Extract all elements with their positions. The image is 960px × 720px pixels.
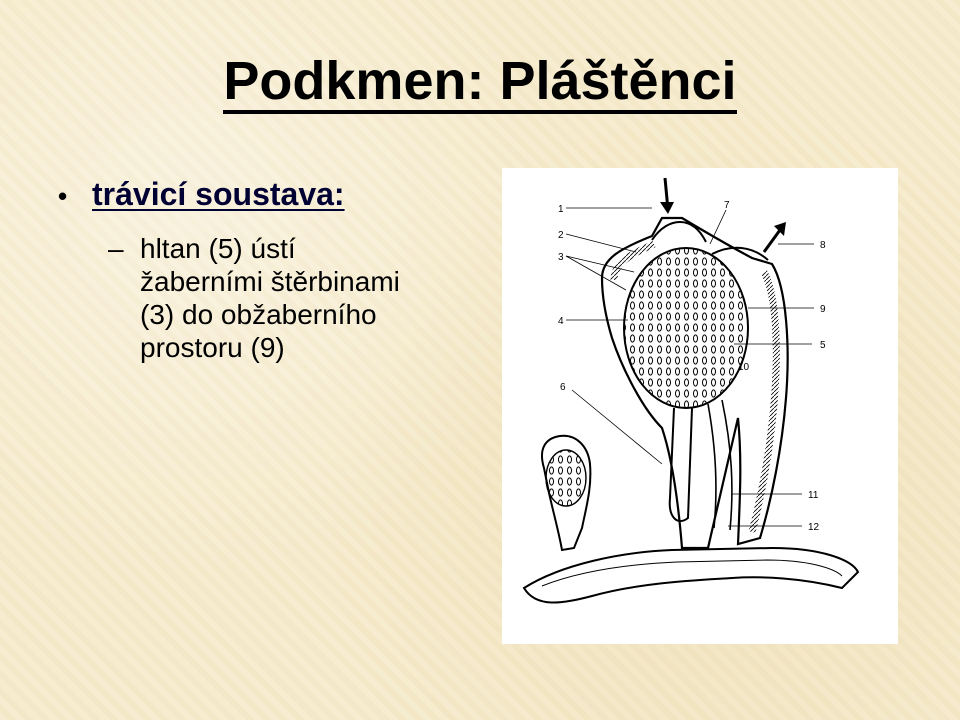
atrial-siphon xyxy=(712,248,768,260)
label-11: 11 xyxy=(808,490,819,501)
sub-line-1: hltan (5) ústí xyxy=(140,233,296,264)
pharynx-basket xyxy=(624,248,748,408)
oral-siphon xyxy=(652,222,706,242)
sub-bullet xyxy=(108,232,488,364)
small-zooid-pharynx xyxy=(546,450,586,506)
tunicate-anatomy-figure xyxy=(502,168,898,644)
label-12: 12 xyxy=(808,522,820,533)
sub-line-4: prostoru (9) xyxy=(140,332,285,364)
esophagus-stalk xyxy=(670,408,692,521)
label-9: 9 xyxy=(820,304,826,315)
sub-line-3: (3) do obžaberního xyxy=(140,299,377,331)
label-7: 7 xyxy=(724,200,730,211)
label-3: 3 xyxy=(558,252,564,263)
label-8: 8 xyxy=(820,240,826,251)
intestine xyxy=(708,400,732,530)
sub-line-2: žaberními štěrbinami xyxy=(140,266,400,298)
outflow-arrow-icon xyxy=(764,230,780,252)
tunicate-diagram xyxy=(502,168,898,644)
label-6: 6 xyxy=(560,382,566,393)
label-1: 1 xyxy=(558,204,564,215)
label-5: 5 xyxy=(820,340,826,351)
label-4: 4 xyxy=(558,316,564,327)
label-10: 10 xyxy=(738,362,750,373)
bullet-dot-icon: • xyxy=(58,181,68,211)
slide-title: Podkmen: Pláštěnci xyxy=(0,50,960,114)
dash-icon: – xyxy=(108,233,124,264)
label-2: 2 xyxy=(558,230,564,241)
stolon-inner xyxy=(542,560,842,586)
bullet-text: trávicí soustava: xyxy=(92,176,345,212)
bullet-item xyxy=(58,176,345,213)
